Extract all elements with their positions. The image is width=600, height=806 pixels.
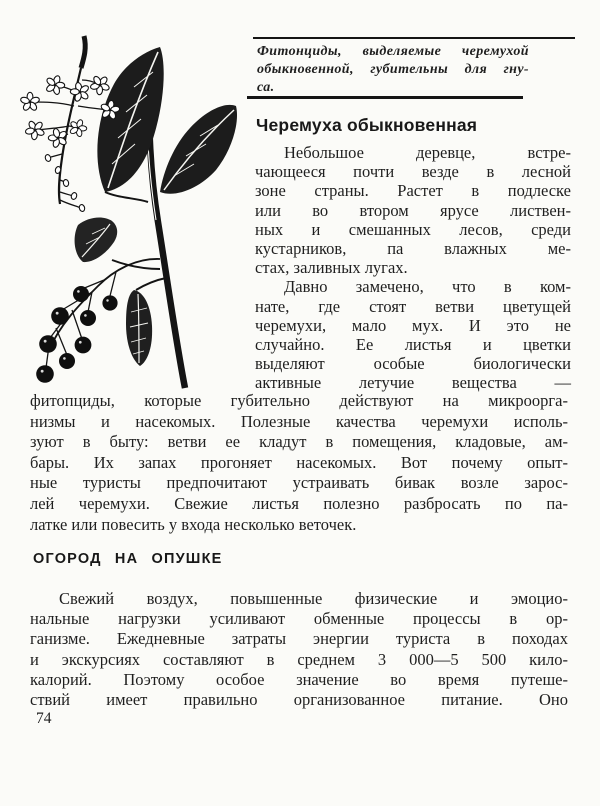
caption-line: са. (257, 79, 275, 95)
text-line: чающееся почти везде в лесной (255, 162, 571, 182)
caption-rule-top (253, 37, 575, 39)
narrow-text-column (255, 143, 571, 393)
paragraph-4 (30, 589, 568, 710)
text-line: активные летучие вещества — (255, 373, 571, 393)
text-line: низмы и насекомых. Полезные качества черемухи исполь- (30, 411, 568, 431)
text-line: ные туристы предпочитают устраивать бивак возле зарос- (30, 473, 568, 493)
bird-cherry-branch-illustration (8, 22, 253, 394)
text-line: зуют в быту: ветви ее кладут в помещения, кладовые, ам- (30, 432, 568, 452)
text-line: зоне страны. Растет в подлеске (255, 181, 571, 201)
text-line: выделяют особые биологически (255, 354, 571, 374)
text-line: кустарников, па влажных ме- (255, 239, 571, 259)
text-line: ных и смешанных лесов, среди (255, 219, 571, 239)
text-line: Небольшое деревце, встре- (284, 143, 571, 162)
text-line: ганизме. Ежедневные затраты энергии туриста в походах (30, 629, 568, 649)
text-line: калорий. Поэтому особое значение во время путеше- (30, 669, 568, 689)
text-line: ствий имеет правильно организованное питание. Оно (30, 690, 568, 710)
heading-ogorod-na-opushke: ОГОРОД НА ОПУШКЕ (33, 551, 223, 567)
text-line: латке или повесить у входа несколько веточек. (30, 514, 357, 534)
text-line: нальные нагрузки усиливают обменные процессы в ор- (30, 609, 568, 629)
text-line: нате, где стоят ветви цветущей (255, 296, 571, 316)
caption-line: обыкновенной, губительны для гну- (257, 61, 529, 77)
text-line: стах, заливных лугах. (255, 258, 408, 278)
photo-caption (257, 43, 529, 96)
paragraph-2 (255, 277, 571, 392)
text-line: случайно. Ее листья и цветки (255, 335, 571, 355)
text-line: лей черемухи. Свежие листья полезно разбросать по па- (30, 493, 568, 513)
heading-cheremukha: Черемуха обыкновенная (256, 115, 478, 135)
page-number: 74 (36, 710, 52, 727)
text-line: Давно замечено, что в ком- (284, 277, 571, 297)
text-line: или во втором ярусе листвен- (255, 200, 571, 220)
caption-rule-bottom (247, 96, 523, 99)
text-line: Свежий воздух, повышенные физические и эмоцио- (59, 589, 568, 608)
text-line: фитопциды, которые губительно действуют на микроорга- (30, 391, 568, 410)
text-line: и экскурсиях составляют в среднем 3 000—5 500 кило- (30, 649, 568, 669)
text-line: черемухи, мало мух. И это не (255, 315, 571, 335)
paragraph-3 (30, 391, 568, 535)
paragraph-1 (255, 143, 571, 277)
text-line: бары. Их запах прогоняет насекомых. Вот почему опыт- (30, 452, 568, 472)
caption-line: Фитонциды, выделяемые черемухой (257, 44, 529, 59)
